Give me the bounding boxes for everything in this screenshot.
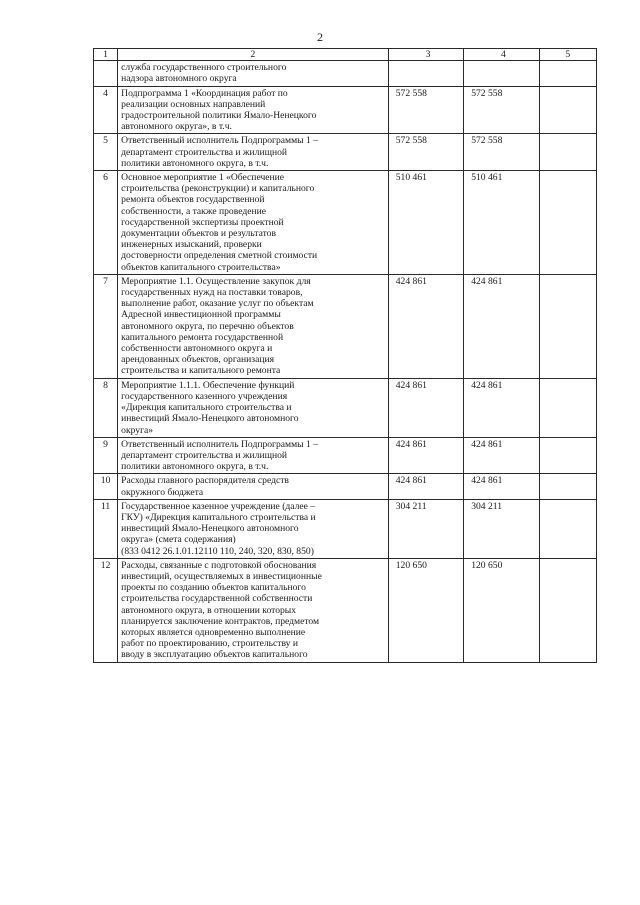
row-value-col4: 424 861 — [464, 437, 539, 474]
row-description: Расходы, связанные с подготовкой обоснования инвестиций, осуществляемых в инвестиционные проекты по созданию объектов капитального строительства государственной собственности автономного округа, в отношении которых планируется заключение контрактов, предметом которых является одновременно выполнение работ по проектированию, строительству и вводу в эксплуатацию объектов капитального — [118, 558, 389, 662]
table-row — [94, 171, 597, 275]
row-number: 12 — [94, 558, 118, 662]
table-header-row — [94, 49, 597, 61]
row-value-col3: 424 861 — [388, 378, 463, 437]
row-description: Расходы главного распорядителя средств окружного бюджета — [118, 474, 389, 499]
row-number: 5 — [94, 134, 118, 171]
table-row — [94, 378, 597, 437]
table-row — [94, 134, 597, 171]
row-value-col4: 424 861 — [464, 378, 539, 437]
row-description: Мероприятие 1.1.1. Обеспечение функций государственного казенного учреждения «Дирекция капитального строительства и инвестиций Ямало-Ненецкого автономного округа» — [118, 378, 389, 437]
row-number: 9 — [94, 437, 118, 474]
row-value-col3: 424 861 — [388, 474, 463, 499]
row-value-col4: 304 211 — [464, 499, 539, 558]
table-row — [94, 558, 597, 662]
row-number: 11 — [94, 499, 118, 558]
row-description: Мероприятие 1.1. Осуществление закупок для государственных нужд на поставки товаров, выполнение работ, оказание услуг по объектам Адресной инвестиционной программы автономного округа, по перечню объектов капитального ремонта государственной собственности автономного округа и арендованных объектов, организация строительства и капитального ремонта — [118, 274, 389, 378]
row-value-col4 — [464, 61, 539, 86]
row-value-col5 — [539, 437, 596, 474]
row-value-col5 — [539, 274, 596, 378]
table-row — [94, 86, 597, 134]
budget-table — [93, 48, 597, 663]
row-number: 10 — [94, 474, 118, 499]
row-value-col4: 510 461 — [464, 171, 539, 275]
row-value-col3: 424 861 — [388, 274, 463, 378]
column-header: 2 — [118, 49, 389, 61]
row-value-col3: 304 211 — [388, 499, 463, 558]
row-description: Ответственный исполнитель Подпрограммы 1 – департамент строительства и жилищной политики автономного округа, в т.ч. — [118, 134, 389, 171]
row-value-col4: 572 558 — [464, 134, 539, 171]
row-number: 7 — [94, 274, 118, 378]
table-row — [94, 437, 597, 474]
row-value-col4: 120 650 — [464, 558, 539, 662]
column-header: 4 — [464, 49, 539, 61]
row-description: Ответственный исполнитель Подпрограммы 1 – департамент строительства и жилищной политики автономного округа, в т.ч. — [118, 437, 389, 474]
row-value-col5 — [539, 134, 596, 171]
row-value-col3 — [388, 61, 463, 86]
row-value-col4: 424 861 — [464, 274, 539, 378]
row-value-col3: 424 861 — [388, 437, 463, 474]
table-row — [94, 474, 597, 499]
row-number: 8 — [94, 378, 118, 437]
row-value-col3: 572 558 — [388, 134, 463, 171]
row-value-col5 — [539, 61, 596, 86]
row-number: 4 — [94, 86, 118, 134]
row-description: служба государственного строительного надзора автономного округа — [118, 61, 389, 86]
row-value-col4: 572 558 — [464, 86, 539, 134]
row-value-col5 — [539, 499, 596, 558]
column-header: 1 — [94, 49, 118, 61]
row-description: Государственное казенное учреждение (далее – ГКУ) «Дирекция капитального строительства и инвестиций Ямало-Ненецкого автономного округа» (смета содержания) (833 0412 26.1.01.12110 110, 240, 320, 830, 850) — [118, 499, 389, 558]
row-number: 6 — [94, 171, 118, 275]
column-header: 3 — [388, 49, 463, 61]
table-row — [94, 499, 597, 558]
row-value-col3: 120 650 — [388, 558, 463, 662]
row-value-col5 — [539, 171, 596, 275]
row-description: Подпрограмма 1 «Координация работ по реализации основных направлений градостроительной политики Ямало-Ненецкого автономного округа», в т.ч. — [118, 86, 389, 134]
row-value-col3: 572 558 — [388, 86, 463, 134]
row-value-col5 — [539, 378, 596, 437]
table-row — [94, 61, 597, 86]
row-value-col3: 510 461 — [388, 171, 463, 275]
column-header: 5 — [539, 49, 596, 61]
row-value-col4: 424 861 — [464, 474, 539, 499]
row-value-col5 — [539, 474, 596, 499]
row-value-col5 — [539, 558, 596, 662]
row-value-col5 — [539, 86, 596, 134]
row-number — [94, 61, 118, 86]
table-row — [94, 274, 597, 378]
page-number: 2 — [317, 30, 323, 44]
row-description: Основное мероприятие 1 «Обеспечение строительства (реконструкции) и капитального ремонта объектов государственной собственности, а также проведение государственной экспертизы проектной документации объектов и результатов инженерных изысканий, проверки достоверности определения сметной стоимости объектов капитального строительства» — [118, 171, 389, 275]
